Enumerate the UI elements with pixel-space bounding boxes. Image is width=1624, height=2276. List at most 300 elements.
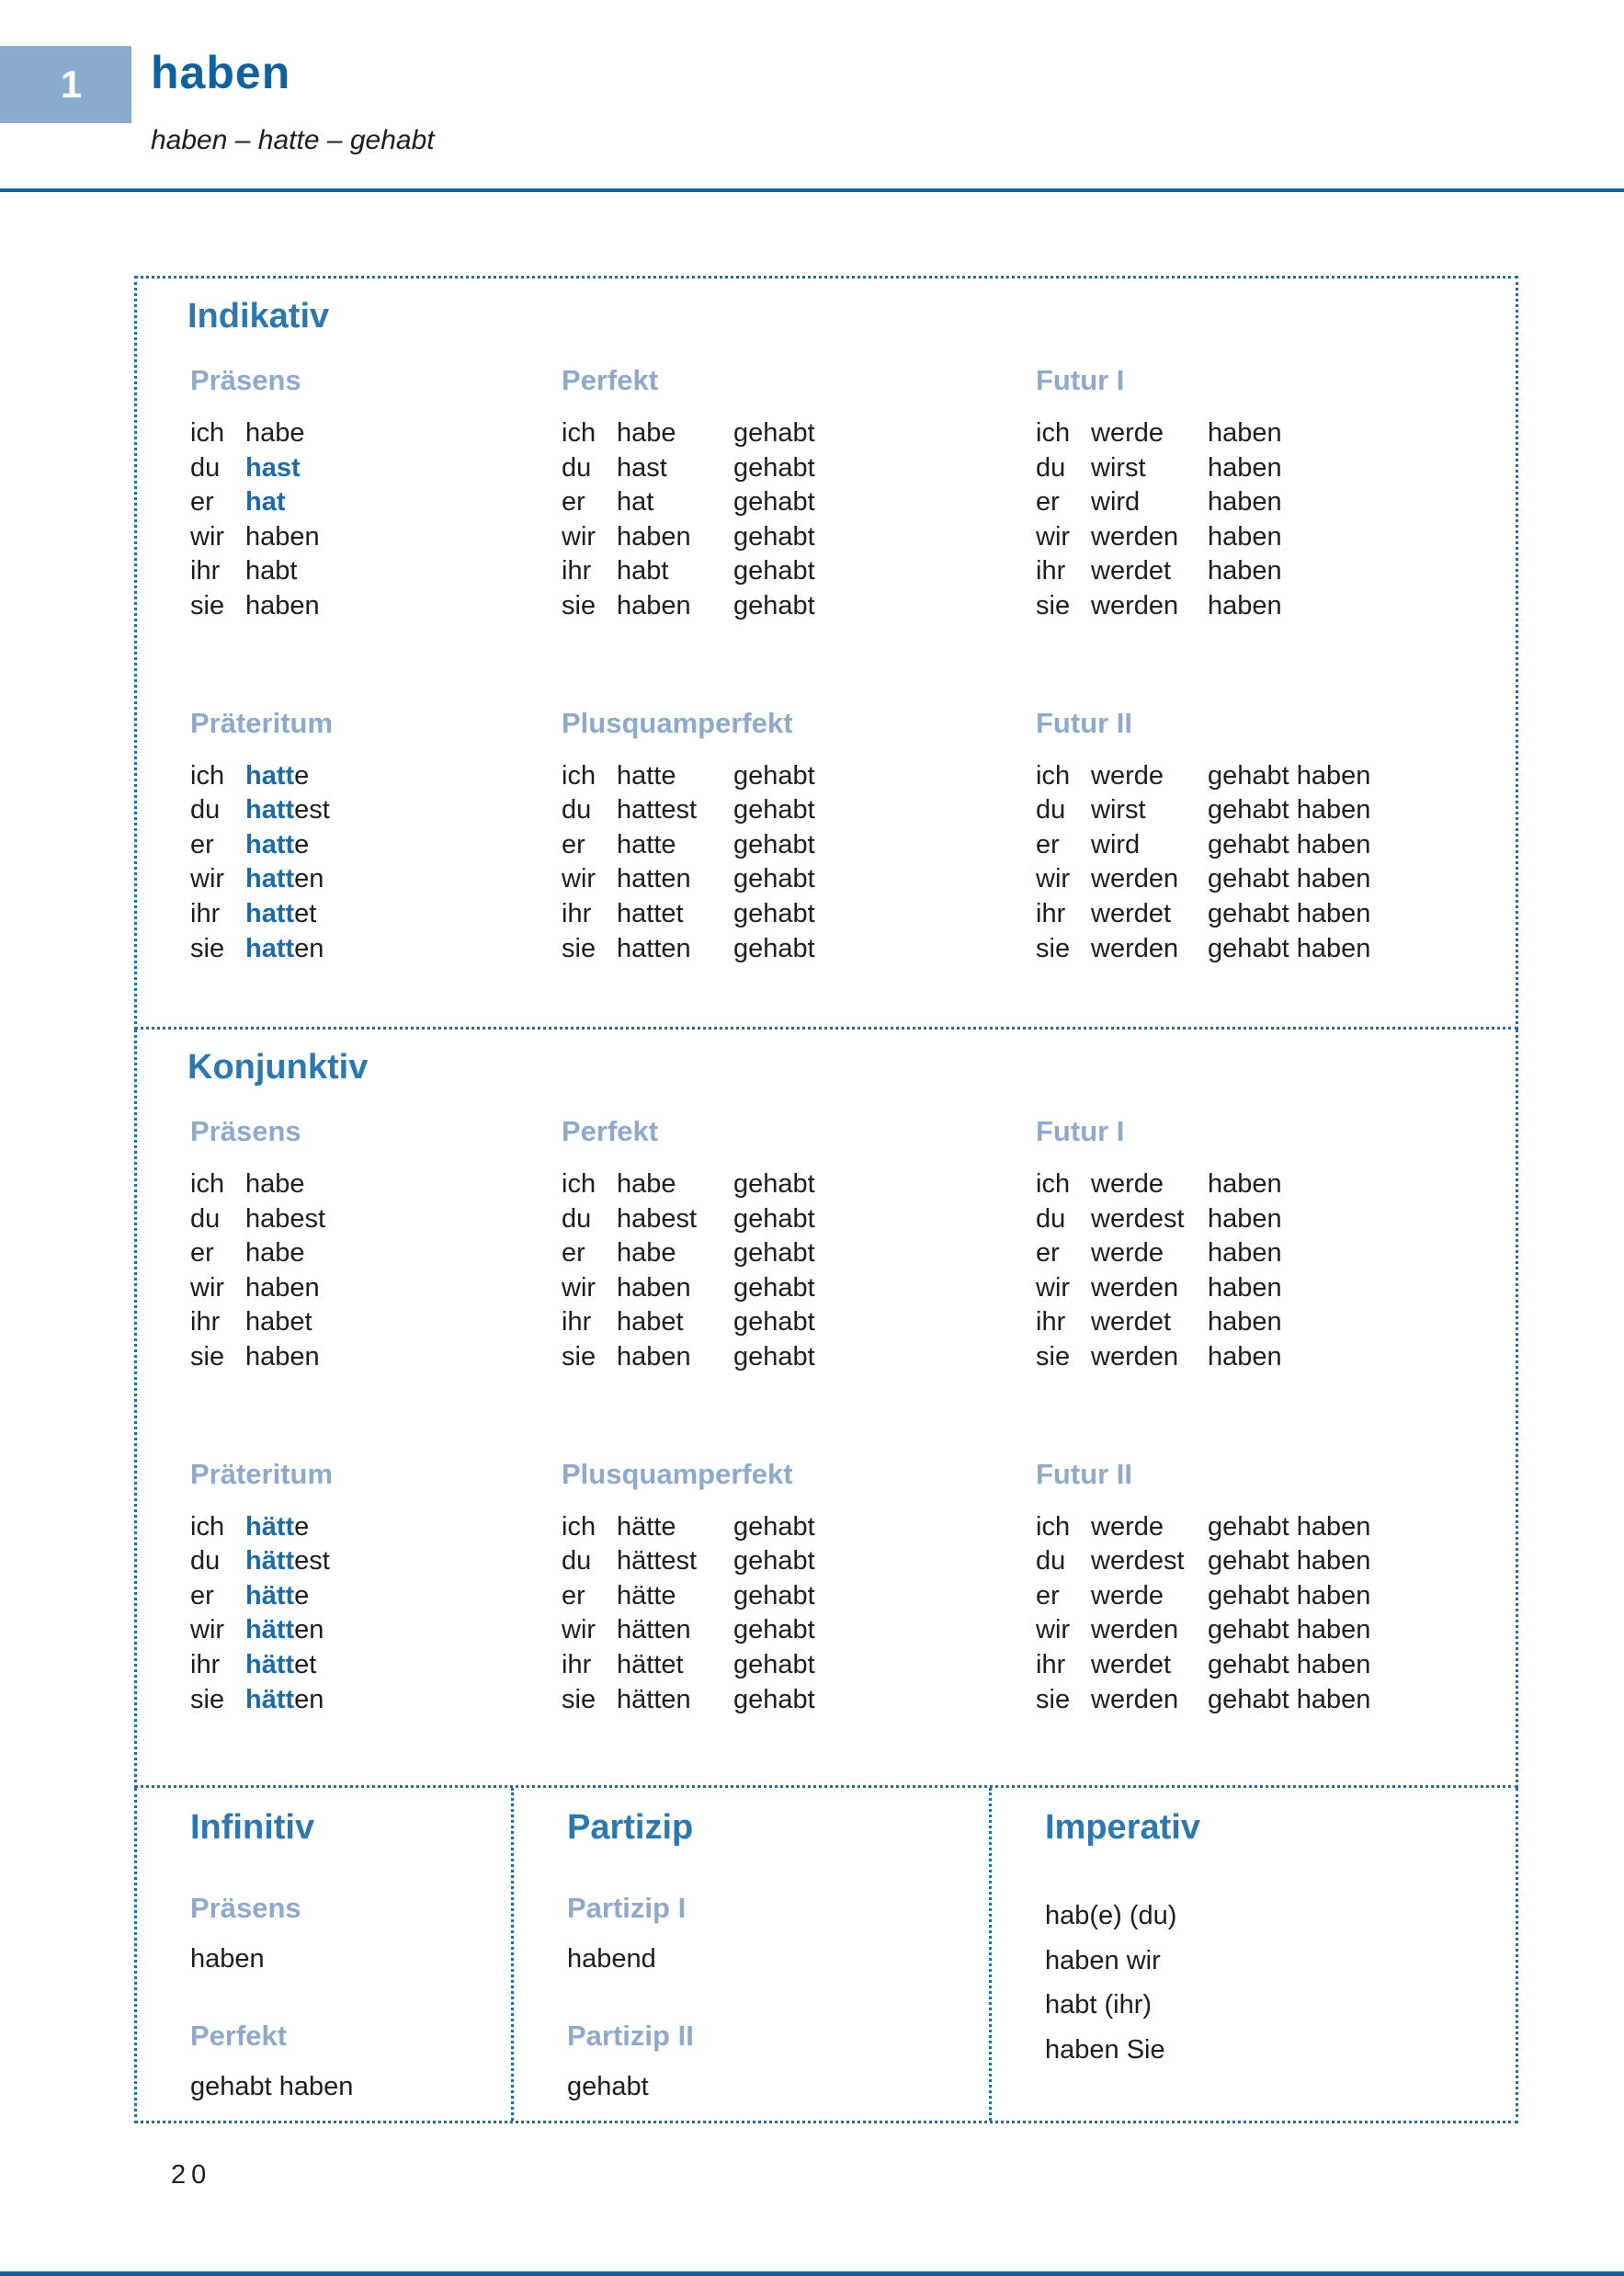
header-rule xyxy=(0,188,1624,192)
pronoun: ich xyxy=(562,418,596,448)
mood-title: Konjunktiv xyxy=(187,1048,369,1087)
verb-segment: werden xyxy=(1091,864,1179,894)
tense-name: Präsens xyxy=(190,1115,301,1147)
conjugation-row xyxy=(562,932,1036,967)
conjugation-row xyxy=(1036,932,1516,967)
verb-segment: hatt xyxy=(245,795,295,825)
mood-title: Indikativ xyxy=(187,297,330,336)
verb-form xyxy=(245,759,362,794)
imperativ-box xyxy=(992,1788,1516,2121)
auxiliary-form: haben xyxy=(1208,1238,1282,1269)
verb-segment: hast xyxy=(617,452,667,483)
verb-segment: werde xyxy=(1091,760,1164,791)
verb-form xyxy=(245,793,362,828)
conjugation-row xyxy=(190,1202,562,1237)
pronoun: ich xyxy=(1036,1169,1071,1199)
imperative-form: hab(e) (du) xyxy=(1045,1901,1177,1930)
conjugation-row xyxy=(190,828,562,863)
verb-segment: wird xyxy=(1091,829,1141,859)
auxiliary-form: haben xyxy=(1208,1307,1282,1337)
pronoun: sie xyxy=(1036,1341,1071,1371)
conjugation-row xyxy=(190,932,562,967)
pronoun: ich xyxy=(190,1511,225,1542)
pronoun: er xyxy=(562,1580,585,1610)
pronoun: sie xyxy=(190,933,225,963)
verb-form xyxy=(617,1167,733,1202)
verb-segment: werden xyxy=(1091,521,1179,552)
tense-block-praesens xyxy=(190,1115,562,1375)
auxiliary-form: gehabt haben xyxy=(1208,933,1371,963)
verb-form xyxy=(1091,828,1208,863)
verb-segment: habt xyxy=(617,556,669,586)
section-title: Imperativ xyxy=(1045,1808,1200,1847)
verb-segment: hätt xyxy=(245,1580,295,1610)
auxiliary-form: gehabt haben xyxy=(1208,760,1371,791)
verb-form xyxy=(617,1271,733,1306)
verb-form xyxy=(617,554,733,589)
pronoun: ihr xyxy=(1036,1307,1066,1337)
pronoun: er xyxy=(1036,1238,1060,1269)
auxiliary-form: gehabt xyxy=(733,1615,815,1645)
verb-segment: habt xyxy=(245,556,298,586)
conjugation-row xyxy=(190,520,562,555)
verb-form xyxy=(617,828,733,863)
verb-segment: hatte xyxy=(617,760,676,791)
verb-form xyxy=(1091,520,1208,555)
conjugation-row xyxy=(1036,759,1516,794)
conjugation-row xyxy=(190,1305,562,1340)
conjugation-row xyxy=(1036,416,1516,451)
pronoun: ihr xyxy=(562,1649,592,1679)
verb-segment: en xyxy=(294,864,324,894)
auxiliary-form: gehabt haben xyxy=(1208,795,1371,825)
verb-form: gehabt xyxy=(567,2072,649,2101)
tense-block-plusquamperfekt xyxy=(562,707,1036,967)
auxiliary-form: gehabt xyxy=(733,1169,815,1199)
indikativ-section xyxy=(134,276,1518,1030)
conjugation-row xyxy=(562,793,1036,828)
tense-block-futur-i xyxy=(1036,364,1516,624)
verb-form xyxy=(1091,1579,1208,1614)
verb-form xyxy=(245,1305,362,1340)
auxiliary-form: gehabt xyxy=(733,1272,815,1303)
conjugation-row xyxy=(1036,1305,1516,1340)
conjugation-row xyxy=(562,1579,1036,1614)
conjugation-row xyxy=(562,451,1036,486)
auxiliary-form: haben xyxy=(1208,452,1282,483)
auxiliary-form: gehabt xyxy=(733,864,815,894)
auxiliary-form: gehabt xyxy=(733,933,815,963)
conjugation-row xyxy=(190,1683,562,1718)
verb-segment: habet xyxy=(617,1307,684,1337)
conjugation-row xyxy=(190,451,562,486)
verb-form xyxy=(1091,589,1208,624)
conjugation-row xyxy=(190,1236,562,1271)
verb-segment: werden xyxy=(1091,933,1179,963)
verb-segment: werdet xyxy=(1091,1307,1172,1337)
verb-form xyxy=(1091,1305,1208,1340)
pronoun: sie xyxy=(1036,1684,1071,1714)
pronoun: du xyxy=(1036,452,1066,483)
verb-segment: hatt xyxy=(245,898,295,928)
verb-form xyxy=(617,589,733,624)
pronoun: wir xyxy=(1036,864,1071,894)
conjugation-row xyxy=(562,1271,1036,1306)
pronoun: er xyxy=(562,487,585,518)
chapter-number-tab xyxy=(0,46,131,123)
conjugation-row xyxy=(562,416,1036,451)
pronoun: ihr xyxy=(562,556,592,586)
verb-form xyxy=(245,589,362,624)
pronoun: wir xyxy=(562,864,596,894)
imperative-form: habt (ihr) xyxy=(1045,1990,1153,2020)
verb-form xyxy=(245,451,362,486)
verb-segment: haben xyxy=(617,521,691,552)
verb-segment: wirst xyxy=(1091,452,1146,483)
verb-segment: et xyxy=(294,1649,317,1679)
pronoun: du xyxy=(562,795,592,825)
pronoun: ich xyxy=(562,1511,596,1542)
tense-block-perfekt xyxy=(562,364,1036,624)
verb-segment: hatten xyxy=(617,864,691,894)
konjunktiv-section xyxy=(134,1030,1518,1788)
conjugation-row xyxy=(1036,1683,1516,1718)
conjugation-row xyxy=(562,554,1036,589)
verb-segment: en xyxy=(294,933,324,963)
verb-segment: werde xyxy=(1091,1238,1164,1269)
pronoun: wir xyxy=(1036,1272,1071,1303)
conjugation-row xyxy=(190,897,562,932)
verb-form xyxy=(1091,897,1208,932)
pronoun: sie xyxy=(562,590,596,620)
conjugation-row xyxy=(1036,1648,1516,1683)
conjugation-row xyxy=(562,759,1036,794)
tense-name: Futur I xyxy=(1036,364,1125,396)
verb-segment: werden xyxy=(1091,1341,1179,1371)
conjugation-row xyxy=(190,554,562,589)
conjugation-row xyxy=(190,1648,562,1683)
pronoun: er xyxy=(562,829,585,859)
verb-form xyxy=(1091,932,1208,967)
verb-segment: werden xyxy=(1091,1615,1179,1645)
imperative-forms xyxy=(1045,1894,1516,2072)
pronoun: du xyxy=(190,452,221,483)
conjugation-row xyxy=(562,520,1036,555)
verb-segment: hat xyxy=(245,487,286,518)
auxiliary-form: gehabt xyxy=(733,452,815,483)
pronoun: du xyxy=(562,1546,592,1576)
pronoun: wir xyxy=(562,521,596,552)
verb-segment: habet xyxy=(245,1307,312,1337)
pronoun: ihr xyxy=(190,898,221,928)
conjugation-row xyxy=(190,589,562,624)
verb-segment: en xyxy=(294,1615,324,1645)
verb-segment: habe xyxy=(617,1238,676,1269)
auxiliary-form: haben xyxy=(1208,1341,1282,1371)
verb-form xyxy=(245,1613,362,1648)
conjugation-row xyxy=(1036,589,1516,624)
verb-form xyxy=(245,416,362,451)
verb-segment: hast xyxy=(245,452,301,483)
verb-form xyxy=(1091,1202,1208,1237)
verb-segment: werdet xyxy=(1091,1649,1172,1679)
conjugation-row xyxy=(562,1544,1036,1579)
verb-form xyxy=(245,897,362,932)
principal-parts: haben – hatte – gehabt xyxy=(151,125,435,155)
auxiliary-form: gehabt xyxy=(733,1511,815,1542)
verb-segment: habest xyxy=(245,1203,326,1234)
pronoun: er xyxy=(562,1238,585,1269)
verb-form xyxy=(1091,1683,1208,1718)
tense-block-futur-ii xyxy=(1036,707,1516,967)
verb-form xyxy=(245,932,362,967)
pronoun: wir xyxy=(190,521,225,552)
verb-segment: e xyxy=(294,1580,310,1610)
auxiliary-form: gehabt xyxy=(733,1546,815,1576)
verb-form xyxy=(1091,1648,1208,1683)
auxiliary-form: gehabt xyxy=(733,487,815,518)
pronoun: du xyxy=(1036,795,1066,825)
verb-form xyxy=(245,1202,362,1237)
conjugation-row xyxy=(190,1613,562,1648)
verb-segment: habe xyxy=(245,1238,305,1269)
verb-segment: hattest xyxy=(617,795,698,825)
verb-form xyxy=(245,1271,362,1306)
page-title: haben xyxy=(151,47,291,98)
verb-form xyxy=(617,759,733,794)
verb-form xyxy=(1091,1340,1208,1375)
verb-form xyxy=(245,485,362,520)
pronoun: ihr xyxy=(562,898,592,928)
verb-form xyxy=(617,1544,733,1579)
pronoun: wir xyxy=(562,1615,596,1645)
conjugation-row xyxy=(1036,554,1516,589)
tense-name: Perfekt xyxy=(562,364,659,396)
tense-name: Futur I xyxy=(1036,1115,1125,1147)
verb-form xyxy=(617,932,733,967)
conjugation-row xyxy=(190,416,562,451)
imperative-form: haben wir xyxy=(1045,1945,1161,1975)
verb-form xyxy=(617,520,733,555)
conjugation-row xyxy=(562,1648,1036,1683)
conjugation-row xyxy=(562,1340,1036,1375)
conjugation-row xyxy=(562,828,1036,863)
pronoun: wir xyxy=(1036,521,1071,552)
conjugation-row xyxy=(1036,485,1516,520)
conjugation-row xyxy=(1036,1579,1516,1614)
auxiliary-form: gehabt xyxy=(733,795,815,825)
auxiliary-form: haben xyxy=(1208,521,1282,552)
verb-form xyxy=(245,1510,362,1545)
verb-segment: hatt xyxy=(245,829,295,859)
conjugation-row xyxy=(562,485,1036,520)
verb-segment: werde xyxy=(1091,1169,1164,1199)
verb-segment: hätten xyxy=(617,1615,691,1645)
auxiliary-form: gehabt haben xyxy=(1208,1546,1371,1576)
pronoun: du xyxy=(190,1546,221,1576)
verb-form xyxy=(617,1648,733,1683)
pronoun: sie xyxy=(562,1341,596,1371)
verb-segment: hatt xyxy=(245,933,295,963)
verb-segment: werdest xyxy=(1091,1546,1185,1576)
conjugation-row xyxy=(562,1167,1036,1202)
verb-segment: est xyxy=(294,795,330,825)
pronoun: ihr xyxy=(1036,556,1066,586)
auxiliary-form: gehabt haben xyxy=(1208,864,1371,894)
auxiliary-form: gehabt xyxy=(733,418,815,448)
verb-form xyxy=(245,1236,362,1271)
pronoun: er xyxy=(1036,829,1060,859)
auxiliary-form: gehabt haben xyxy=(1208,1684,1371,1714)
verb-form xyxy=(617,1510,733,1545)
auxiliary-form: gehabt xyxy=(733,556,815,586)
verb-form xyxy=(245,828,362,863)
verb-segment: hatt xyxy=(245,760,295,791)
auxiliary-form: gehabt xyxy=(733,1341,815,1371)
verb-form: haben xyxy=(190,1944,265,1974)
imperative-form: haben Sie xyxy=(1045,2034,1165,2065)
verb-segment: en xyxy=(294,1684,324,1714)
auxiliary-form: gehabt xyxy=(733,1203,815,1234)
auxiliary-form: gehabt haben xyxy=(1208,829,1371,859)
pronoun: du xyxy=(562,1203,592,1234)
verb-form xyxy=(617,1202,733,1237)
infinitiv-box xyxy=(137,1788,514,2121)
conjugation-row xyxy=(1036,1167,1516,1202)
conjugation-row xyxy=(1036,451,1516,486)
verb-form xyxy=(617,416,733,451)
tense-grid xyxy=(190,364,1516,966)
verb-segment: werde xyxy=(1091,1511,1164,1542)
pronoun: wir xyxy=(190,864,225,894)
verb-segment: e xyxy=(294,1511,310,1542)
pronoun: ich xyxy=(190,1169,225,1199)
verb-segment: habe xyxy=(245,1169,305,1199)
verb-form xyxy=(1091,1271,1208,1306)
verb-segment: hätt xyxy=(245,1615,295,1645)
verb-form xyxy=(1091,485,1208,520)
tense-name: Plusquamperfekt xyxy=(562,706,793,739)
auxiliary-form: haben xyxy=(1208,487,1282,518)
auxiliary-form: gehabt xyxy=(733,1684,815,1714)
tense-name: Plusquamperfekt xyxy=(562,1457,793,1490)
partizip-box xyxy=(514,1788,992,2121)
pronoun: sie xyxy=(562,1684,596,1714)
conjugation-row xyxy=(1036,520,1516,555)
pronoun: er xyxy=(190,487,214,518)
conjugation-row xyxy=(190,1271,562,1306)
verb-segment: hätte xyxy=(617,1580,676,1610)
pronoun: ich xyxy=(562,760,596,791)
conjugation-row xyxy=(1036,897,1516,932)
tense-name: Perfekt xyxy=(562,1115,659,1147)
tense-label: Perfekt xyxy=(190,2020,288,2052)
pronoun: er xyxy=(1036,487,1060,518)
verb-segment: haben xyxy=(245,1341,320,1371)
verb-segment: werden xyxy=(1091,1272,1179,1303)
verb-segment: haben xyxy=(617,590,691,620)
tense-block-praesens xyxy=(190,364,562,624)
verb-form xyxy=(617,793,733,828)
verb-segment: werden xyxy=(1091,1684,1179,1714)
auxiliary-form: haben xyxy=(1208,590,1282,620)
verb-form xyxy=(1091,1613,1208,1648)
conjugation-row xyxy=(562,1305,1036,1340)
verb-segment: hatte xyxy=(617,829,676,859)
verb-segment: hättest xyxy=(617,1546,698,1576)
verb-segment: et xyxy=(294,898,317,928)
verb-form xyxy=(617,451,733,486)
tense-name: Präsens xyxy=(190,364,301,396)
conjugation-row xyxy=(562,1236,1036,1271)
pronoun: sie xyxy=(190,1341,225,1371)
auxiliary-form: gehabt haben xyxy=(1208,898,1371,928)
pronoun: er xyxy=(190,1238,214,1269)
verb-segment: habe xyxy=(245,418,305,448)
auxiliary-form: gehabt haben xyxy=(1208,1615,1371,1645)
pronoun: sie xyxy=(562,933,596,963)
conjugation-row xyxy=(190,1167,562,1202)
auxiliary-form: gehabt xyxy=(733,521,815,552)
verb-segment: hattet xyxy=(617,898,684,928)
pronoun: er xyxy=(1036,1580,1060,1610)
verb-form: habend xyxy=(567,1944,656,1974)
verb-segment: hatt xyxy=(245,864,295,894)
verb-segment: hättet xyxy=(617,1649,684,1679)
pronoun: du xyxy=(190,1203,221,1234)
tense-block-futur-ii xyxy=(1036,1458,1516,1718)
pronoun: sie xyxy=(1036,933,1071,963)
auxiliary-form: haben xyxy=(1208,1203,1282,1234)
pronoun: wir xyxy=(190,1615,225,1645)
verb-form xyxy=(1091,862,1208,897)
page-number: 20 xyxy=(171,2160,212,2190)
verb-form xyxy=(1091,1544,1208,1579)
auxiliary-form: gehabt haben xyxy=(1208,1580,1371,1610)
verb-segment: werdet xyxy=(1091,556,1172,586)
auxiliary-form: gehabt xyxy=(733,1580,815,1610)
verb-form xyxy=(245,1167,362,1202)
auxiliary-form: haben xyxy=(1208,556,1282,586)
verb-form xyxy=(617,862,733,897)
conjugation-row xyxy=(562,1202,1036,1237)
verb-form xyxy=(617,1683,733,1718)
verb-form xyxy=(245,1544,362,1579)
conjugation-row xyxy=(1036,1236,1516,1271)
verb-segment: werde xyxy=(1091,1580,1164,1610)
verb-form xyxy=(1091,451,1208,486)
auxiliary-form: gehabt xyxy=(733,1307,815,1337)
auxiliary-form: gehabt haben xyxy=(1208,1649,1371,1679)
tense-label: Präsens xyxy=(190,1892,301,1924)
verb-segment: werden xyxy=(1091,590,1179,620)
conjugation-row xyxy=(190,759,562,794)
tense-name: Futur II xyxy=(1036,1457,1133,1490)
conjugation-row xyxy=(1036,1510,1516,1545)
verb-form xyxy=(617,897,733,932)
pronoun: wir xyxy=(1036,1615,1071,1645)
tense-name: Präteritum xyxy=(190,1457,334,1490)
pronoun: wir xyxy=(562,1272,596,1303)
auxiliary-form: haben xyxy=(1208,1272,1282,1303)
section-title: Partizip xyxy=(567,1808,694,1847)
verb-segment: werde xyxy=(1091,418,1164,448)
pronoun: ich xyxy=(190,760,225,791)
pronoun: ich xyxy=(1036,760,1071,791)
verb-form xyxy=(1091,1510,1208,1545)
verb-form xyxy=(1091,554,1208,589)
section-title: Infinitiv xyxy=(190,1808,315,1847)
